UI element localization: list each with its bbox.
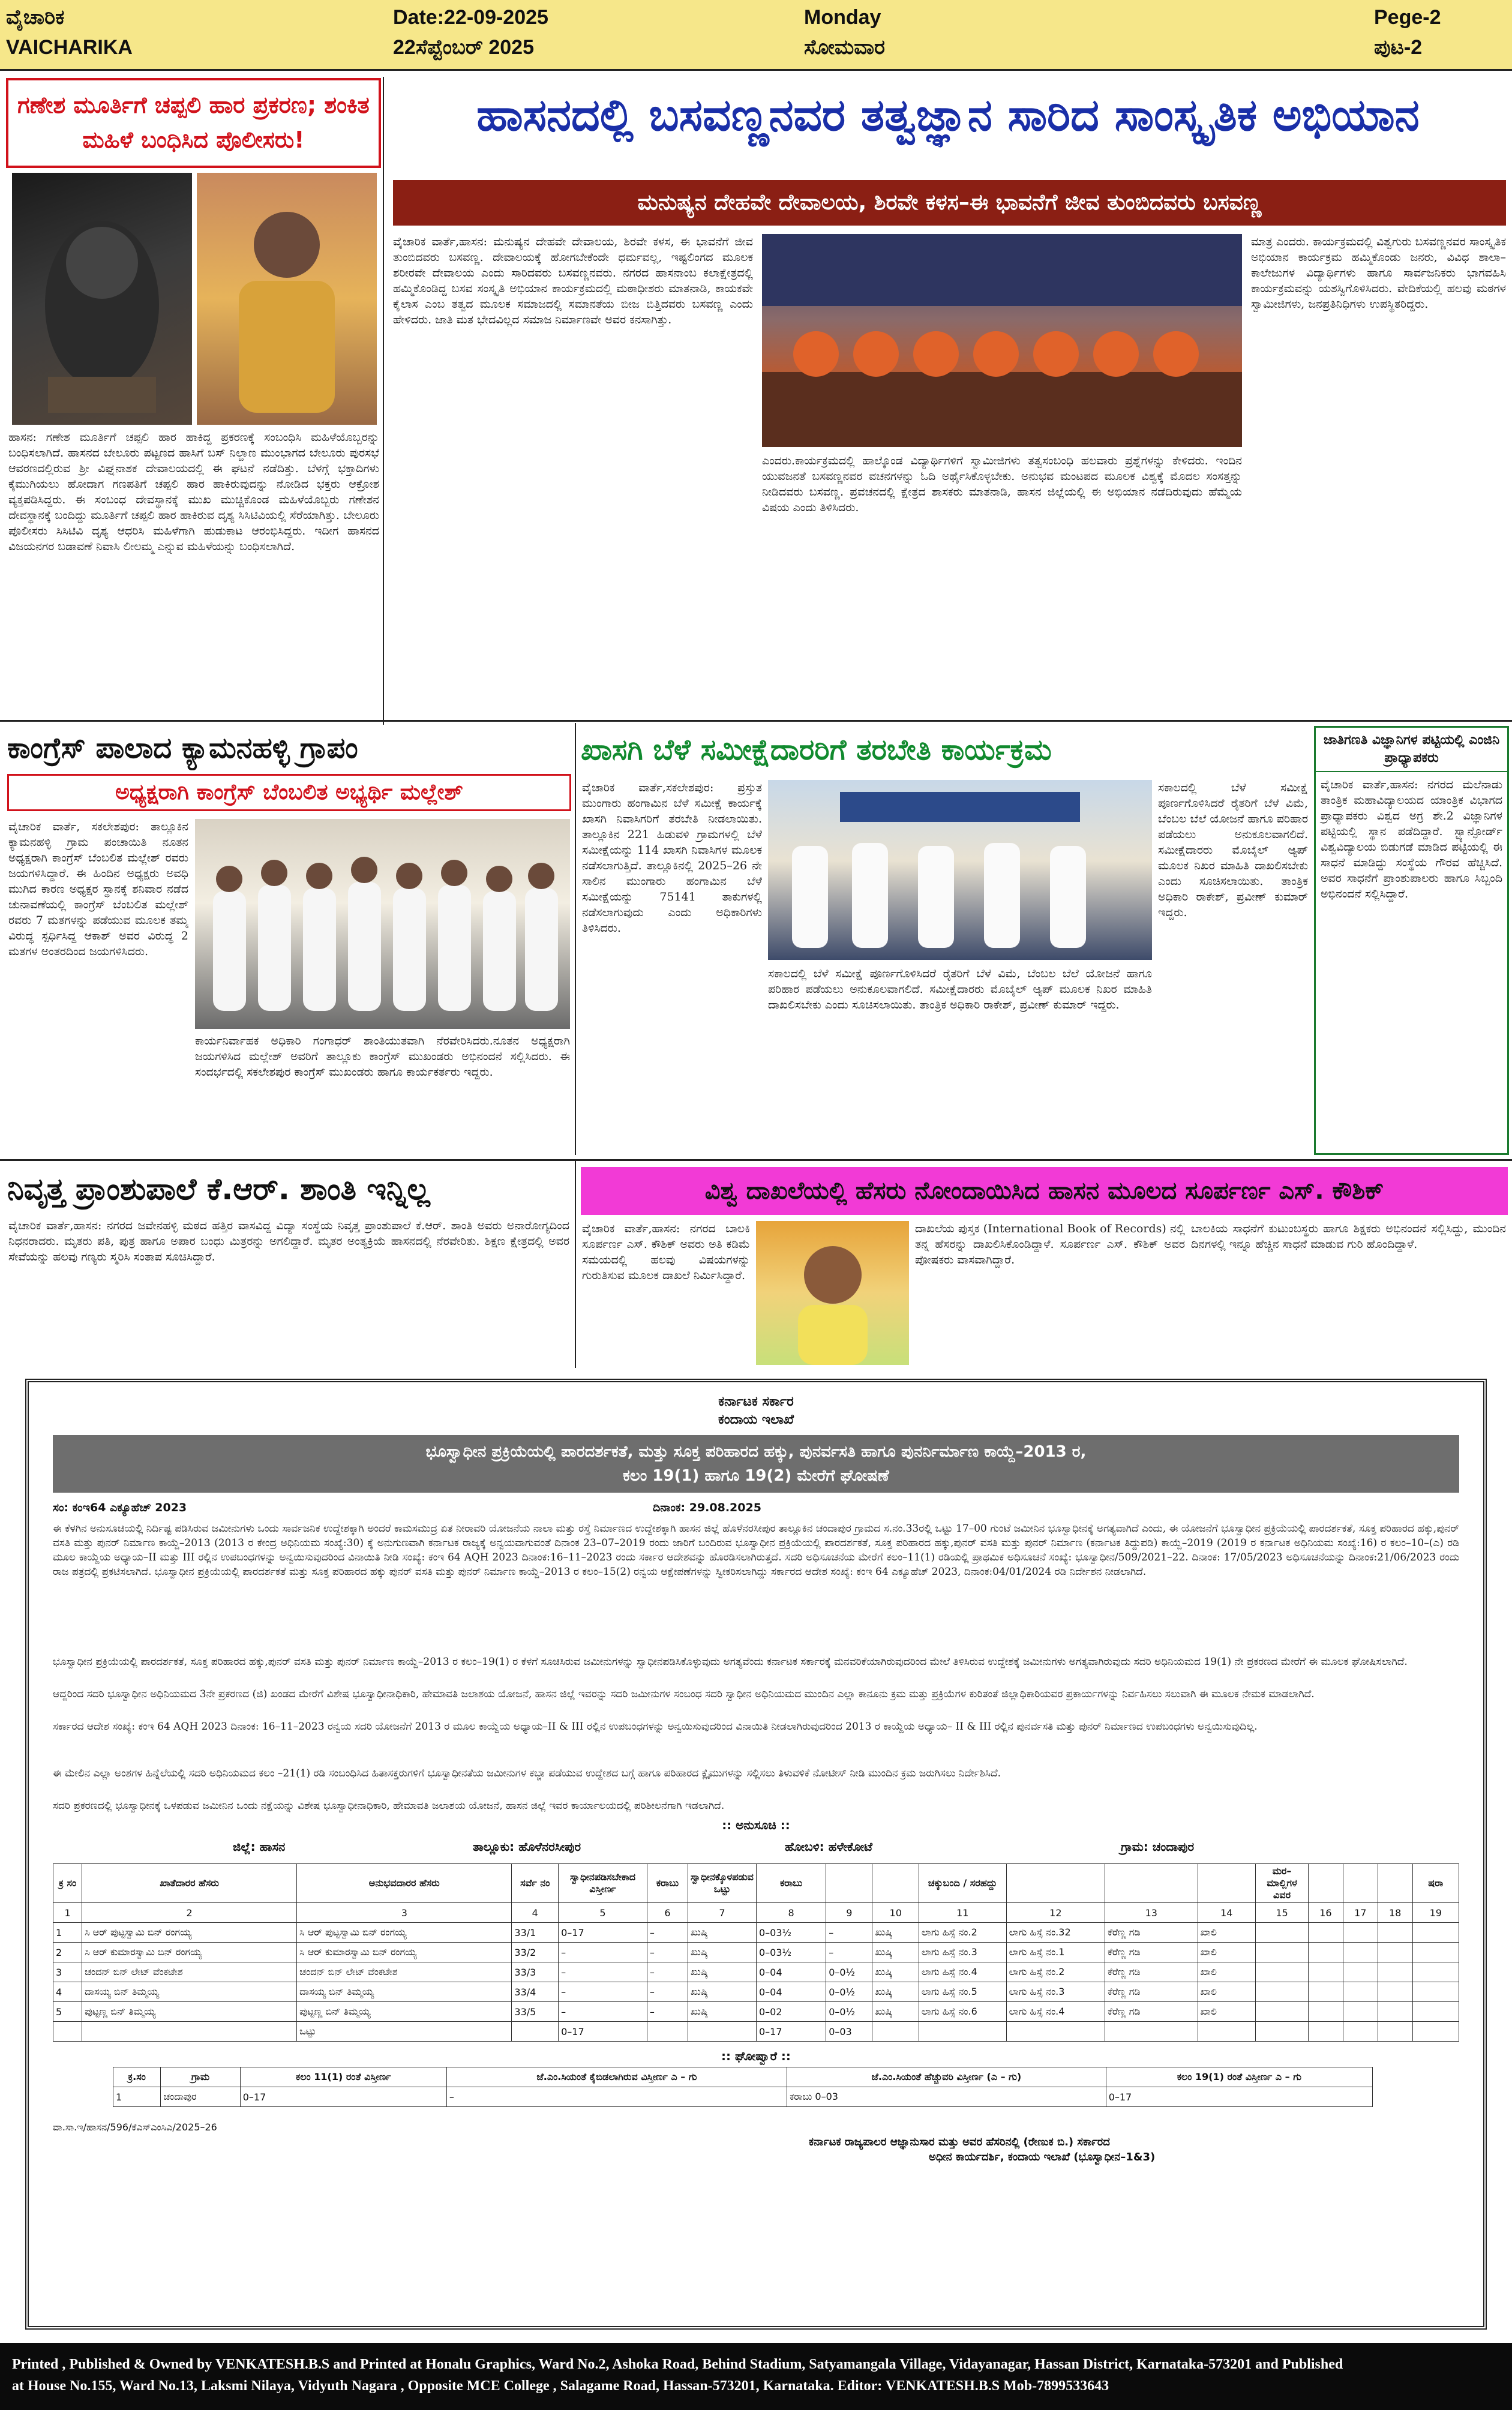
- table-cell: ಖುಷ್ಕಿ: [688, 1982, 757, 2002]
- table-cell: ಖುಷ್ಕಿ: [872, 1962, 919, 1982]
- table-cell: ಕೆರೆಣ್ಣ ಗಡಿ: [1105, 1923, 1198, 1943]
- imprint-line-1: Printed , Published & Owned by VENKATESH.B.S and Printed at Honalu Graphics, Ward No.2, Ashoka Road, Behind Stadium, Satyamangala Village, Vidayanagar, Hassan District, Karnataka-573201 and Published: [12, 2357, 1343, 2372]
- imprint-footer: [0, 2343, 1512, 2410]
- left-story-headline: ಗಣೇಶ ಮೂರ್ತಿಗೆ ಚಪ್ಪಲಿ ಹಾರ ಪ್ರಕರಣ; ಶಂಕಿತ ಮಹಿಳೆ ಬಂಧಿಸಿದ ಪೊಲೀಸರು!: [17, 92, 370, 153]
- table-cell: ಖುಷ್ಕಿ: [872, 2002, 919, 2022]
- column-number: 14: [1198, 1903, 1256, 1923]
- page-number-kannada: ಪುಟ-2: [1374, 36, 1423, 59]
- summary-cell: –: [446, 2087, 787, 2107]
- table-cell: ಲಾಗು ಹಿಸ್ಸೆ ನಂ.5: [919, 1982, 1006, 2002]
- summary-header: ಕಲಂ 11(1) ರಂತೆ ವಿಸ್ತೀರ್ಣ: [240, 2067, 446, 2087]
- column-number: 3: [297, 1903, 512, 1923]
- table-row: [53, 1943, 1459, 1962]
- table-cell: [1412, 1923, 1459, 1943]
- summary-header: ಗ್ರಾಮ: [161, 2067, 241, 2087]
- column-number: 16: [1308, 1903, 1343, 1923]
- table-header: ಸ್ವಾಧೀನಕ್ಕೊಳಪಡುವ ಒಟ್ಟು: [688, 1864, 757, 1903]
- summary-cell: 1: [113, 2087, 161, 2107]
- table-cell: [1105, 2022, 1198, 2042]
- table-cell: 0–04: [756, 1982, 826, 2002]
- table-cell: –: [647, 2002, 688, 2022]
- table-cell: ಲಾಗು ಹಿಸ್ಸೆ ನಂ.2: [919, 1923, 1006, 1943]
- table-cell: 5: [53, 2002, 82, 2022]
- table-cell: [1412, 1962, 1459, 1982]
- table-cell: ಲಾಗು ಹಿಸ್ಸೆ ನಂ.2: [1006, 1962, 1105, 1982]
- table-row: [53, 2022, 1459, 2042]
- table-cell: [53, 2022, 82, 2042]
- schedule-table: [53, 1863, 1459, 2042]
- record-story-body-3: ಬಾಲಕಿಯ ಸಾಧನೆಗೆ ಕುಟುಂಬಸ್ಥರು ಹಾಗೂ ಶಿಕ್ಷಕರು ಅಭಿನಂದನೆ ಸಲ್ಲಿಸಿದ್ದು, ಮುಂದಿನ ದಿನಗಳಲ್ಲಿ ಇನ್ನೂ ಹೆಚ್ಚಿನ ಸಾಧನೆ ಮಾಡುವ ಗುರಿ ಹೊಂದಿದ್ದಾಳೆ.: [1191, 1222, 1506, 1251]
- table-cell: 2: [53, 1943, 82, 1962]
- table-cell: ಲಾಗು ಹಿಸ್ಸೆ ನಂ.4: [1006, 2002, 1105, 2022]
- main-story-headline: ಹಾಸನದಲ್ಲಿ ಬಸವಣ್ಣನವರ ತತ್ವಜ್ಞಾನ ಸಾರಿದ ಸಾಂಸ್ಕೃತಿಕ ಅಭಿಯಾನ: [476, 89, 1420, 141]
- table-cell: [1256, 2002, 1309, 2022]
- table-cell: [1308, 2002, 1343, 2022]
- table-cell: 0–0½: [826, 1982, 872, 2002]
- survey-story-body: ವೈಚಾರಿಕ ವಾರ್ತೆ,ಸಕಲೇಶಪುರ: ಪ್ರಸ್ತುತ ಮುಂಗಾರು ಹಂಗಾಮಿನ ಬೆಳೆ ಸಮೀಕ್ಷೆ ಕಾರ್ಯಕ್ಕೆ ಖಾಸಗಿ ನಿವಾಸಿಗರಿಗೆ ತರಬೇತಿ ನೀಡಲಾಯಿತು. ತಾಲ್ಲೂಕಿನ 221 ಹಿಡುವಳಿ ಗ್ರಾಮಗಳಲ್ಲಿ ಬೆಳೆ ಸಮೀಕ್ಷೆಯನ್ನು 114 ಖಾಸಗಿ ನಿವಾಸಿಗಳ ಮೂಲಕ ನಡೆಸಲಾಗುತ್ತಿದೆ. ತಾಲ್ಲೂಕಿನಲ್ಲಿ 2025–26 ನೇ ಸಾಲಿನ ಮುಂಗಾರು ಹಂಗಾಮಿನ ಬೆಳೆ ಸಮೀಕ್ಷೆಯನ್ನು 75141 ತಾಕುಗಳಲ್ಲಿ ನಡೆಸಲಾಗುವುದು ಎಂದು ಅಧಿಕಾರಿಗಳು ತಿಳಿಸಿದರು.: [582, 781, 762, 935]
- column-number: 17: [1343, 1903, 1378, 1923]
- table-header: [1378, 1864, 1412, 1903]
- table-cell: 33/3: [512, 1962, 559, 1982]
- table-cell: –: [647, 1962, 688, 1982]
- table-cell: [1343, 1923, 1378, 1943]
- table-cell: [1378, 1923, 1412, 1943]
- schedule-label: :: ಅನುಸೂಚಿ ::: [722, 1818, 790, 1832]
- table-cell: 33/2: [512, 1943, 559, 1962]
- table-cell: ಸಿ ಆರ್ ಕುಮಾರಸ್ವಾಮಿ ಬಿನ್ ರಂಗಯ್ಯ: [297, 1943, 512, 1962]
- notice-paragraph-4: ಸರ್ಕಾರದ ಆದೇಶ ಸಂಖ್ಯೆ: ಕಂಇ 64 AQH 2023 ದಿನಾಂಕ: 16–11–2023 ರನ್ವಯ ಸದರಿ ಯೋಜನೆಗೆ 2013 ರ ಮೂಲ ಕಾಯ್ದೆಯ ಅಧ್ಯಾಯ–II & III ರಲ್ಲಿನ ಉಪಬಂಧಗಳನ್ನು ಅನ್ವಯಿಸುವುದರಿಂದ ವಿನಾಯಿತಿ ನೀಡಲಾಗಿರುವುದರಿಂದ 2013 ರ ಕಾಯ್ದೆಯ ಅಧ್ಯಾಯ– II & III ರಲ್ಲಿನ ಪುನರ್ವಸತಿ ಮತ್ತು ಪುನರ್ ನಿರ್ಮಾಣದ ಉಪಬಂಧಗಳು ಅನ್ವಯಿಸುವುದಿಲ್ಲ.: [53, 1721, 1258, 1733]
- table-cell: ಪುಟ್ಟಣ್ಣ ಬಿನ್ ತಿಮ್ಮಯ್ಯ: [297, 2002, 512, 2022]
- notice-title-line-2: ಕಲಂ 19(1) ಹಾಗೂ 19(2) ಮೇರೆಗೆ ಘೋಷಣೆ: [623, 1467, 889, 1485]
- main-story-column-2: ಎಂದರು.ಕಾರ್ಯಕ್ರಮದಲ್ಲಿ ಹಾಲ್ಕೊಂಡ ವಿದ್ಯಾರ್ಥಿಗಳಿಗೆ ಸ್ವಾಮೀಜಿಗಳು ತತ್ವಸಂಬಂಧಿ ಹಲವಾರು ಪ್ರಶ್ನೆಗಳನ್ನು ಕೇಳಿದರು. ಇಂದಿನ ಯುವಜನತೆ ಬಸವಣ್ಣನವರ ವಚನಗಳನ್ನು ಓದಿ ಅರ್ಥೈಸಿಕೊಳ್ಳಬೇಕು. ಅನುಭವ ಮಂಟಪದ ಮೂಲಕ ವಿಶ್ವಕ್ಕೆ ಮೊದಲ ಸಂಸತ್ತನ್ನು ನೀಡಿದವರು ಬಸವಣ್ಣ. ಪ್ರವಚನದಲ್ಲಿ ಕ್ಷೇತ್ರದ ಶಾಸಕರು ಮಾತನಾಡಿ, ಹಾಸನ ಜಿಲ್ಲೆಯಲ್ಲಿ ಈ ಅಭಿಯಾನ ನಡೆದಿರುವುದು ಹೆಮ್ಮೆಯ ವಿಷಯ ಎಂದು ತಿಳಿಸಿದರು.: [762, 454, 1242, 514]
- column-divider: [383, 77, 384, 725]
- summary-cell: ಕರಾಬು 0–03: [787, 2087, 1106, 2107]
- schedule-village: ಗ್ರಾಮ: ಚಂದಾಪುರ: [1121, 1839, 1195, 1854]
- table-cell: [1343, 1943, 1378, 1962]
- summary-header: ಜೆ.ಎಂ.ಸಿಯಂತೆ ಹೆಚ್ಚುವರಿ ವಿಸ್ತೀರ್ಣ (ಎ – ಗು): [787, 2067, 1106, 2087]
- table-cell: ಖುಷ್ಕಿ: [688, 1962, 757, 1982]
- table-cell: [1256, 1943, 1309, 1962]
- imprint-line-2: at House No.155, Ward No.13, Laksmi Nilaya, Vidyuth Nagara , Opposite MCE College , Salagame Road, Hassan-573201, Karnataka. Editor: VENKATESH.B.S Mob-7899533643: [12, 2378, 1109, 2394]
- table-cell: ಲಾಗು ಹಿಸ್ಸೆ ನಂ.3: [919, 1943, 1006, 1962]
- notice-paragraph-6: ಸದರಿ ಪ್ರಕರಣದಲ್ಲಿ ಭೂಸ್ವಾಧೀನಕ್ಕೆ ಒಳಪಡುವ ಜಮೀನಿನ ಒಂದು ನಕ್ಷೆಯನ್ನು ವಿಶೇಷ ಭೂಸ್ವಾಧೀನಾಧಿಕಾರಿ, ಹೇಮಾವತಿ ಜಲಾಶಯ ಯೋಜನೆ, ಹಾಸನ ಜಿಲ್ಲೆ ಇವರ ಕಾರ್ಯಾಲಯದಲ್ಲಿ ಪರಿಶೀಲನೆಗಾಗಿ ಇಡಲಾಗಿದೆ.: [53, 1800, 725, 1812]
- table-cell: ಕೆರೆಣ್ಣ ಗಡಿ: [1105, 2002, 1198, 2022]
- column-number: 7: [688, 1903, 757, 1923]
- table-cell: 0–03: [826, 2022, 872, 2042]
- summary-header-row: [113, 2067, 1373, 2087]
- notice-department: ಕಂದಾಯ ಇಲಾಖೆ: [718, 1412, 794, 1427]
- table-cell: 0–0½: [826, 2002, 872, 2022]
- record-story-body-2: ದಾಖಲೆಯ ಪುಸ್ತಕ (International Book of Records) ನಲ್ಲಿ ತನ್ನ ಹೆಸರನ್ನು ದಾಖಲಿಸಿಕೊಂಡಿದ್ದಾಳೆ. ಸೂರ್ಪರ್ಣ ಎಸ್. ಕೌಶಿಕ್ ಅವರ ಪೋಷಕರು ವಾಸವಾಗಿದ್ದಾರೆ.: [915, 1222, 1185, 1266]
- table-cell: ಖಾಲಿ: [1198, 1982, 1256, 2002]
- table-cell: [919, 2022, 1006, 2042]
- table-cell: [688, 2022, 757, 2042]
- table-header: [872, 1864, 919, 1903]
- column-number: 4: [512, 1903, 559, 1923]
- table-cell: 3: [53, 1962, 82, 1982]
- column-number: 2: [82, 1903, 297, 1923]
- table-cell: [1378, 2022, 1412, 2042]
- table-cell: ಖಾಲಿ: [1198, 1923, 1256, 1943]
- schedule-taluk: ತಾಲ್ಲೂಕು: ಹೊಳೆನರಸೀಪುರ: [473, 1839, 581, 1854]
- scientist-story-box: [1314, 726, 1509, 1155]
- survey-story-body-3: ಸಕಾಲದಲ್ಲಿ ಬೆಳೆ ಸಮೀಕ್ಷೆ ಪೂರ್ಣಗೊಳಿಸಿದರೆ ರೈತರಿಗೆ ಬೆಳೆ ವಿಮೆ, ಬೆಂಬಲ ಬೆಲೆ ಯೋಜನೆ ಹಾಗೂ ಪರಿಹಾರ ಪಡೆಯಲು ಅನುಕೂಲವಾಗಲಿದೆ. ಸಮೀಕ್ಷೆದಾರರು ಮೊಬೈಲ್ ಆ್ಯಪ್ ಮೂಲಕ ನಿಖರ ಮಾಹಿತಿ ದಾಖಲಿಸಬೇಕು ಎಂದು ಸೂಚಿಸಲಾಯಿತು. ತಾಂತ್ರಿಕ ಅಧಿಕಾರಿ ರಾಕೇಶ್, ಪ್ರವೀಣ್ ಕುಮಾರ್ ಇದ್ದರು.: [1158, 781, 1308, 919]
- notice-date: ದಿನಾಂಕ: 29.08.2025: [653, 1501, 761, 1514]
- congress-story-subhead: ಅಧ್ಯಕ್ಷರಾಗಿ ಕಾಂಗ್ರೆಸ್ ಬೆಂಬಲಿತ ಅಭ್ಯರ್ಥಿ ಮಲ್ಲೇಶ್: [7, 774, 571, 811]
- notice-paragraph-5: ಈ ಮೇಲಿನ ಎಲ್ಲಾ ಅಂಶಗಳ ಹಿನ್ನೆಲೆಯಲ್ಲಿ ಸದರಿ ಅಧಿನಿಯಮದ ಕಲಂ –21(1) ರಡಿ ಸಂಬಂಧಿಸಿದ ಹಿತಾಸಕ್ತರುಗಳಿಗೆ ಭೂಸ್ವಾಧೀನತೆಯ ಜಮೀನುಗಳ ಕಬ್ಜಾ ಪಡೆಯುವ ಉದ್ದೇಶದ ಬಗ್ಗೆ ಹಾಗೂ ಪರಿಹಾರದ ಕ್ಲೈಮುಗಳನ್ನು ಸಲ್ಲಿಸಲು ತಿಳುವಳಿಕೆ ನೋಟೀಸ್ ನೀಡಿ ಮುಂದಿನ ಕ್ರಮ ಜರುಗಿಸಲು ನಿರ್ದೇಶಿಸಿದೆ.: [53, 1767, 1001, 1779]
- page-number-english: Pege-2: [1374, 6, 1441, 29]
- congress-story-headline: ಕಾಂಗ್ರೆಸ್ ಪಾಲಾದ ಕ್ಯಾಮನಹಳ್ಳಿ ಗ್ರಾಪಂ: [7, 731, 358, 765]
- table-cell: ಖುಷ್ಕಿ: [688, 1923, 757, 1943]
- table-header: ಅನುಭವದಾರರ ಹೆಸರು: [297, 1864, 512, 1903]
- column-number: 19: [1412, 1903, 1459, 1923]
- schedule-hobli: ಹೋಬಳಿ: ಹಳೇಕೋಟೆ: [785, 1839, 873, 1854]
- woman-image: [197, 173, 377, 425]
- notice-signature-line-2: ಅಧೀನ ಕಾರ್ಯದರ್ಶಿ, ಕಂದಾಯ ಇಲಾಖೆ (ಭೂಸ್ವಾಧೀನ–1&3): [929, 2151, 1156, 2163]
- table-cell: [1308, 2022, 1343, 2042]
- masthead: [0, 0, 1512, 71]
- survey-training-photo: [768, 780, 1152, 960]
- table-cell: ದಾಸಯ್ಯ ಬಿನ್ ತಿಮ್ಮಯ್ಯ: [82, 1982, 297, 2002]
- table-cell: [1343, 2002, 1378, 2022]
- column-number: 12: [1006, 1903, 1105, 1923]
- table-cell: 0–03½: [756, 1943, 826, 1962]
- column-number: 15: [1256, 1903, 1309, 1923]
- table-cell: 0–17: [559, 2022, 647, 2042]
- notice-signature-line-1: ಕರ್ನಾಟಕ ರಾಜ್ಯಪಾಲರ ಆಜ್ಞಾನುಸಾರ ಮತ್ತು ಅವರ ಹೆಸರಿನಲ್ಲಿ (ರೇಣುಕ ಬಿ.) ಸರ್ಕಾರದ: [809, 2136, 1110, 2148]
- schedule-column-number-row: [53, 1903, 1459, 1923]
- table-cell: –: [647, 1943, 688, 1962]
- table-header: ಕ್ರ ಸಂ: [53, 1864, 82, 1903]
- table-cell: [1343, 2022, 1378, 2042]
- table-cell: 0–17: [756, 2022, 826, 2042]
- summary-label: :: ಘೋಷ್ವಾರೆ ::: [721, 2049, 791, 2063]
- group-image: [195, 819, 570, 1029]
- table-header: [1198, 1864, 1256, 1903]
- column-number: 9: [826, 1903, 872, 1923]
- table-cell: [1412, 2002, 1459, 2022]
- table-cell: ಪುಟ್ಟಣ್ಣ ಬಿನ್ ತಿಮ್ಮಯ್ಯ: [82, 2002, 297, 2022]
- day-kannada: ಸೋಮವಾರ: [804, 36, 886, 59]
- ganesha-idol-image: [12, 173, 192, 425]
- table-cell: 33/5: [512, 2002, 559, 2022]
- column-number: 18: [1378, 1903, 1412, 1923]
- schedule-header-row: [53, 1864, 1459, 1903]
- girl-image: [756, 1221, 909, 1365]
- table-cell: ಚಂದನ್ ಬಿನ್ ಲೇಟ್ ವೆಂಕಟೇಶ: [82, 1962, 297, 1982]
- table-cell: ಸಿ ಆರ್ ಪುಟ್ಟಸ್ವಾಮಿ ಬಿನ್ ರಂಗಯ್ಯ: [297, 1923, 512, 1943]
- table-cell: ಒಟ್ಟು: [297, 2022, 512, 2042]
- summary-header: ಕಲಂ 19(1) ರಂತೆ ವಿಸ್ತೀರ್ಣ ಎ – ಗು: [1106, 2067, 1372, 2087]
- notice-reference-number: ಸಂ: ಕಂಇ64 ಎಕ್ಯೂಹೆಚ್ 2023: [53, 1501, 187, 1514]
- date-kannada: 22ಸೆಪ್ಟೆಂಬರ್ 2025: [393, 36, 534, 59]
- table-cell: –: [647, 1923, 688, 1943]
- summary-cell: ಚಂದಾಪುರ: [161, 2087, 241, 2107]
- summary-header: ಕ್ರ.ಸಂ: [113, 2067, 161, 2087]
- table-cell: –: [559, 1943, 647, 1962]
- table-cell: ಖುಷ್ಕಿ: [688, 1943, 757, 1962]
- table-header: ಮರ–ಮಾಲ್ಲಿಗಳ ವಿವರ: [1256, 1864, 1309, 1903]
- column-divider: [575, 723, 576, 1155]
- table-header: ಖಾತೆದಾರರ ಹೆಸರು: [82, 1864, 297, 1903]
- basava-event-stage-photo: [762, 234, 1242, 447]
- table-cell: ಕೆರೆಣ್ಣ ಗಡಿ: [1105, 1943, 1198, 1962]
- table-cell: ಕೆರೆಣ್ಣ ಗಡಿ: [1105, 1962, 1198, 1982]
- stage-image: [762, 234, 1242, 447]
- table-cell: [647, 2022, 688, 2042]
- left-story-body: ಹಾಸನ: ಗಣೇಶ ಮೂರ್ತಿಗೆ ಚಪ್ಪಲಿ ಹಾರ ಹಾಕಿದ್ದ ಪ್ರಕರಣಕ್ಕೆ ಸಂಬಂಧಿಸಿ ಮಹಿಳೆಯೊಬ್ಬರನ್ನು ಬಂಧಿಸಲಾಗಿದೆ. ಹಾಸನದ ಬೇಲೂರು ಪಟ್ಟಣದ ಹಾಸಿಗೆ ಬಸ್ ನಿಲ್ದಾಣ ಮುಂಭಾಗದ ಬೇಲೂರು ಪುರಸಭೆ ಆವರಣದಲ್ಲಿರುವ ಶ್ರೀ ವಿಘ್ನನಾಶಕ ದೇವಾಲಯದಲ್ಲಿ ಈ ಘಟನೆ ನಡೆದಿತ್ತು. ಬೆಳಗ್ಗೆ ಭಕ್ತಾದಿಗಳು ಕೈಮುಗಿಯಲು ಹೋದಾಗ ಗಣಪತಿಗೆ ಚಪ್ಪಲಿ ಹಾರ ಹಾಕಿರುವುದನ್ನು ನೋಡಿದ ಭಕ್ತರು ಆಕ್ರೋಶ ವ್ಯಕ್ತಪಡಿಸಿದ್ದರು. ಈ ಸಂಬಂಧ ದೇವಸ್ಥಾನಕ್ಕೆ ಮುಖ ಮುಚ್ಚಿಕೊಂಡ ಮಹಿಳೆಯೊಬ್ಬರು ಗಣೇಶನ ದೇವಸ್ಥಾನಕ್ಕೆ ಬಂದಿದ್ದು ಮೂರ್ತಿಗೆ ಚಪ್ಪಲಿ ಹಾರ ಹಾಕಿರುವ ದೃಶ್ಯ ಸಿಸಿಟಿವಿಯಲ್ಲಿ ಸೆರೆಯಾಗಿತ್ತು. ಬೇಲೂರು ಪೊಲೀಸರು ಸಿಸಿಟಿವಿ ದೃಶ್ಯ ಆಧರಿಸಿ ಮಹಿಳೆಗಾಗಿ ಹುಡುಕಾಟ ಆರಂಭಿಸಿದ್ದರು. ಇದೀಗ ಹಾಸನದ ವಿಜಯನಗರ ಬಡಾವಣೆ ನಿವಾಸಿ ಲೀಲಮ್ಮ ಎನ್ನುವ ಮಹಿಳೆಯನ್ನು ಬಂಧಿಸಲಾಗಿದೆ.: [8, 431, 379, 553]
- obituary-headline: ನಿವೃತ್ತ ಪ್ರಾಂಶುಪಾಲೆ ಕೆ.ಆರ್. ಶಾಂತಿ ಇನ್ನಿಲ್ಲ: [7, 1172, 430, 1206]
- table-row: [53, 1982, 1459, 2002]
- summary-header: ಜೆ.ಎಂ.ಸಿಯಂತೆ ಕೈಬಿಡಲಾಗಿರುವ ವಿಸ್ತೀರ್ಣ ಎ – ಗು: [446, 2067, 787, 2087]
- notice-government: ಕರ್ನಾಟಕ ಸರ್ಕಾರ: [718, 1394, 794, 1409]
- congress-story-body: ವೈಚಾರಿಕ ವಾರ್ತೆ, ಸಕಲೇಶಪುರ: ತಾಲ್ಲೂಕಿನ ಕ್ಯಾಮನಹಳ್ಳಿ ಗ್ರಾಮ ಪಂಚಾಯಿತಿ ನೂತನ ಅಧ್ಯಕ್ಷರಾಗಿ ಕಾಂಗ್ರೆಸ್ ಬೆಂಬಲಿತ ಮಲ್ಲೇಶ್ ರವರು ಜಯಗಳಿಸಿದ್ದಾರೆ. ಈ ಹಿಂದಿನ ಅಧ್ಯಕ್ಷರು ಅವಧಿ ಮುಗಿದ ಕಾರಣ ಅಧ್ಯಕ್ಷರ ಸ್ಥಾನಕ್ಕೆ ಶನಿವಾರ ನಡೆದ ಚುನಾವಣೆಯಲ್ಲಿ ಕಾಂಗ್ರೆಸ್ ಬೆಂಬಲಿತ ಮಲ್ಲೇಶ್ ರವರು 7 ಮತಗಳನ್ನು ಪಡೆಯುವ ಮೂಲಕ ತಮ್ಮ ವಿರುದ್ಧ ಸ್ಪರ್ಧಿಸಿದ್ದ ಆಕಾಶ್ ಅವರ ವಿರುದ್ಧ 2 ಮತಗಳ ಅಂತರದಿಂದ ಜಯಗಳಿಸಿದರು.: [8, 820, 188, 958]
- column-number: 10: [872, 1903, 919, 1923]
- table-cell: ಲಾಗು ಹಿಸ್ಸೆ ನಂ.1: [1006, 1943, 1105, 1962]
- left-story-headline-box: [6, 78, 381, 168]
- table-header: ಕರಾಬು: [647, 1864, 688, 1903]
- suspect-woman-photo: [197, 173, 377, 425]
- table-cell: –: [647, 1982, 688, 2002]
- table-cell: –: [559, 1962, 647, 1982]
- table-cell: [512, 2022, 559, 2042]
- table-cell: [1198, 2022, 1256, 2042]
- table-cell: [82, 2022, 297, 2042]
- column-number: 13: [1105, 1903, 1198, 1923]
- table-cell: [1308, 1923, 1343, 1943]
- table-cell: ಖುಷ್ಕಿ: [872, 1982, 919, 2002]
- survey-story-body-2: ಸಕಾಲದಲ್ಲಿ ಬೆಳೆ ಸಮೀಕ್ಷೆ ಪೂರ್ಣಗೊಳಿಸಿದರೆ ರೈತರಿಗೆ ಬೆಳೆ ವಿಮೆ, ಬೆಂಬಲ ಬೆಲೆ ಯೋಜನೆ ಹಾಗೂ ಪರಿಹಾರ ಪಡೆಯಲು ಅನುಕೂಲವಾಗಲಿದೆ. ಸಮೀಕ್ಷೆದಾರರು ಮೊಬೈಲ್ ಆ್ಯಪ್ ಮೂಲಕ ನಿಖರ ಮಾಹಿತಿ ದಾಖಲಿಸಬೇಕು ಎಂದು ಸೂಚಿಸಲಾಯಿತು. ತಾಂತ್ರಿಕ ಅಧಿಕಾರಿ ರಾಕೇಶ್, ಪ್ರವೀಣ್ ಕುಮಾರ್ ಇದ್ದರು.: [768, 967, 1152, 1012]
- table-header: ಚಕ್ಕುಬಂದಿ / ಸರಹದ್ದು: [919, 1864, 1006, 1903]
- summary-cell: 0–17: [240, 2087, 446, 2107]
- summary-row: [113, 2087, 1373, 2107]
- table-cell: –: [826, 1923, 872, 1943]
- day-english: Monday: [804, 6, 881, 29]
- table-cell: ಲಾಗು ಹಿಸ್ಸೆ ನಂ.6: [919, 2002, 1006, 2022]
- survey-story-headline: ಖಾಸಗಿ ಬೆಳೆ ಸಮೀಕ್ಷೆದಾರರಿಗೆ ತರಬೇತಿ ಕಾರ್ಯಕ್ರಮ: [581, 733, 1052, 767]
- notice-paragraph-1: ಈ ಕೆಳಗಿನ ಅನುಸೂಚಿಯಲ್ಲಿ ನಿರ್ದಿಷ್ಟ ಪಡಿಸಿರುವ ಜಮೀನುಗಳು ಒಂದು ಸಾರ್ವಜನಿಕ ಉದ್ದೇಶಕ್ಕಾಗಿ ಅಂದರೆ ಕಾಮಸಮುದ್ರ ಏತ ನೀರಾವರಿ ಯೋಜನೆಯ ನಾಲಾ ಮತ್ತು ರಸ್ತೆ ನಿರ್ಮಾಣದ ಉದ್ದೇಶಕ್ಕಾಗಿ ಹಾಸನ ಜಿಲ್ಲೆ ಹೊಳೆನರಸೀಪುರ ತಾಲ್ಲೂಕಿನ ಚಂದಾಪುರ ಗ್ರಾಮದ ಸ.ನಂ.33ರಲ್ಲಿ ಒಟ್ಟು 17–00 ಗುಂಟೆ ಜಮೀನಿನ ಭೂಸ್ವಾಧೀನಕ್ಕೆ ಅಗತ್ಯವಾಗಿದೆ ಎಂದು, ಈ ಯೋಜನೆಗೆ ಭೂಸ್ವಾಧೀನ ಪ್ರಕ್ರಿಯೆಯಲ್ಲಿ ಪಾರದರ್ಶಕತೆ, ಸೂಕ್ತ ಪರಿಹಾರದ ಹಕ್ಕು,ಪುನರ್ ವಸತಿ ಮತ್ತು ಪುನರ್ ನಿರ್ಮಾಣ ಕಾಯ್ದೆ–2013 (2013 ರ ಕೇಂದ್ರ ಅಧಿನಿಯಮ ಸಂಖ್ಯೆ:30) ಕ್ಕೆ ಅನುಗುಣವಾಗಿ ಕರ್ನಾಟಕ ರಾಜ್ಯಕ್ಕೆ ಅನ್ವಯವಾಗುವಂತೆ ದಿನಾಂಕ 23–07–2019 ರಂದು ಜಾರಿಗೆ ಬಂದಿರುವ ಭೂಸ್ವಾಧೀನ ಪ್ರಕ್ರಿಯೆಯಲ್ಲಿ ಪಾರದರ್ಶಕತೆ, ಸೂಕ್ತ ಪರಿಹಾರದ ಹಕ್ಕು,ಪುನರ್ ವಸತಿ ಮತ್ತು ಪುನರ್ ನಿರ್ಮಾಣ (ಕರ್ನಾಟಕ ತಿದ್ದುಪಡಿ) ಕಾಯ್ದೆ–2019 (2019 ರ ಕರ್ನಾಟಕ ಅಧಿನಿಯಮ ಸಂಖ್ಯೆ:16) ರ ಕಲಂ–10–(ಎ) ರಡಿ ಮೂಲ ಕಾಯ್ದೆಯ ಅಧ್ಯಾಯ–II ಮತ್ತು III ರಲ್ಲಿನ ಉಪಬಂಧಗಳನ್ನು ಅನ್ವಯಿಸುವುದರಿಂದ ವಿನಾಯಿತಿ ನೀಡಿ ಸಂಖ್ಯೆ: ಕಂಇ 64 AQH 2023 ದಿನಾಂಕ:16–11–2023 ರಂದು ಸರ್ಕಾರ ಆದೇಶವನ್ನು ಹೊರಡಿಸಲಾಗಿರುತ್ತದೆ. ಸದರಿ ಅಧಿಸೂಚನೆಯ ಮೇರೆಗೆ ಕಲಂ–11(1) ರಡಿಯಲ್ಲಿ ಪ್ರಾಥಮಿಕ ಅಧಿಸೂಚನೆ ಸಂಖ್ಯೆ: ಭೂಸ್ವಾಧೀನ/509/2021–22. ದಿನಾಂಕ: 17/05/2023 ಅಧಿಸೂಚನೆಯನ್ನು ದಿನಾಂಕ:21/06/2023 ರಂದು ರಾಜ ಪತ್ರದಲ್ಲಿ ಪ್ರಕಟಿಸಲಾಗಿದೆ. ಭೂಸ್ವಾಧೀನ ಪ್ರಕ್ರಿಯೆಯಲ್ಲಿ ಪಾರದರ್ಶಕತೆ ಮತ್ತು ಸೂಕ್ತ ಪರಿಹಾರದ ಹಕ್ಕು ಪುನರ್ ವಸತಿ ಮತ್ತು ಪುನರ್ ನಿರ್ಮಾಣ ಕಾಯ್ದೆ–2013 ರ ಕಲಂ–15(2) ರನ್ವಯ ಆಕ್ಷೇಪಣೆಗಳನ್ನು ಸ್ವೀಕರಿಸಲಾಗಿದ್ದು ಸರ್ಕಾರದ ಆದೇಶ ಸಂಖ್ಯೆ: ಕಂಇ 64 ಎಕ್ಯೂಹೆಚ್ 2023, ದಿನಾಂಕ:04/01/2024 ರಡಿ ನಿರ್ದೇಶನ ನೀಡಲಾಗಿದೆ.: [53, 1523, 1459, 1578]
- table-cell: ಲಾಗು ಹಿಸ್ಸೆ ನಂ.4: [919, 1962, 1006, 1982]
- table-header: [826, 1864, 872, 1903]
- table-cell: –: [559, 1982, 647, 2002]
- table-cell: 33/1: [512, 1923, 559, 1943]
- table-cell: 33/4: [512, 1982, 559, 2002]
- table-header: [1308, 1864, 1343, 1903]
- table-cell: [1256, 1962, 1309, 1982]
- schedule-table-body: [53, 1923, 1459, 2042]
- column-number: 1: [53, 1903, 82, 1923]
- table-cell: ಖಾಲಿ: [1198, 1943, 1256, 1962]
- table-cell: [1256, 1982, 1309, 2002]
- table-cell: ಲಾಗು ಹಿಸ್ಸೆ ನಂ.3: [1006, 1982, 1105, 2002]
- notice-paragraph-3: ಆದ್ದರಿಂದ ಸದರಿ ಭೂಸ್ವಾಧೀನ ಅಧಿನಿಯಮದ 3ನೇ ಪ್ರಕರಣದ (ಜಿ) ಖಂಡದ ಮೇರೆಗೆ ವಿಶೇಷ ಭೂಸ್ವಾಧೀನಾಧಿಕಾರಿ, ಹೇಮಾವತಿ ಜಲಾಶಯ ಯೋಜನೆ, ಹಾಸನ ಜಿಲ್ಲೆ ಇವರನ್ನು ಸದರಿ ಜಮೀನುಗಳ ಸಂಬಂಧ ಸದರಿ ಸ್ವಾಧೀನ ಅಧಿನಿಯಮದ ಮುಂದಿನ ಎಲ್ಲಾ ಕಾನೂನು ಕ್ರಮ ಮತ್ತು ಪ್ರಕ್ರಿಯೆಗಳ ಕುರಿತಂತೆ ಜಿಲ್ಲಾಧಿಕಾರಿಯವರ ಪ್ರಕಾರ್ಯಗಳನ್ನು ನಿರ್ವಹಿಸಲು ಸಲುವಾಗಿ ಈ ಮೂಲಕ ನೇಮಕ ಮಾಡಲಾಗಿದೆ.: [53, 1688, 1315, 1700]
- record-story-body: ವೈಚಾರಿಕ ವಾರ್ತೆ,ಹಾಸನ: ನಗರದ ಬಾಲಕಿ ಸೂರ್ಪರ್ಣ ಎಸ್. ಕೌಶಿಕ್ ಅವರು ಅತಿ ಕಡಿಮೆ ಸಮಯದಲ್ಲಿ ಹಲವು ವಿಷಯಗಳನ್ನು ಗುರುತಿಸುವ ಮೂಲಕ ದಾಖಲೆ ನಿರ್ಮಿಸಿದ್ದಾರೆ.: [582, 1222, 750, 1282]
- column-number: 5: [559, 1903, 647, 1923]
- paper-name-kannada: ವೈಚಾರಿಕ: [6, 6, 65, 29]
- table-row: [53, 1962, 1459, 1982]
- table-cell: 0–0½: [826, 1962, 872, 1982]
- table-cell: [1412, 1982, 1459, 2002]
- section-divider: [0, 1159, 1512, 1161]
- scientist-story-headline: ಜಾತಿಗಣತಿ ವಿಜ್ಞಾನಿಗಳ ಪಟ್ಟಿಯಲ್ಲಿ ಎಂಜಿನಿ ಪ್ರಾಧ್ಯಾಪಕರು: [1316, 728, 1507, 772]
- table-cell: 1: [53, 1923, 82, 1943]
- obituary-body: ವೈಚಾರಿಕ ವಾರ್ತೆ,ಹಾಸನ: ನಗರದ ಜವೇನಹಳ್ಳಿ ಮಠದ ಹತ್ತಿರ ವಾಸವಿದ್ದ ವಿದ್ಯಾ ಸಂಸ್ಥೆಯ ನಿವೃತ್ತ ಪ್ರಾಂಶುಪಾಲೆ ಕೆ.ಆರ್. ಶಾಂತಿ ಅವರು ಅನಾರೋಗ್ಯದಿಂದ ನಿಧನರಾದರು. ಮೃತರು ಪತಿ, ಪುತ್ರ ಹಾಗೂ ಅಪಾರ ಬಂಧು ಮಿತ್ರರನ್ನು ಅಗಲಿದ್ದಾರೆ. ಮೃತರ ಅಂತ್ಯಕ್ರಿಯೆ ಹಾಸನದಲ್ಲಿ ನೆರವೇರಿತು. ಶಿಕ್ಷಣ ಕ್ಷೇತ್ರದಲ್ಲಿ ಅವರ ಸೇವೆಯನ್ನು ಹಲವು ಗಣ್ಯರು ಸ್ಮರಿಸಿ ಸಂತಾಪ ಸೂಚಿಸಿದ್ದಾರೆ.: [8, 1219, 569, 1263]
- table-cell: [1308, 1982, 1343, 2002]
- table-header: ಷರಾ: [1412, 1864, 1459, 1903]
- table-cell: ಖುಷ್ಕಿ: [872, 1943, 919, 1962]
- congress-group-photo: [195, 819, 570, 1029]
- scientist-story-body: ವೈಚಾರಿಕ ವಾರ್ತೆ,ಹಾಸನ: ನಗರದ ಮಲೆನಾಡು ತಾಂತ್ರಿಕ ಮಹಾವಿದ್ಯಾಲಯದ ಯಾಂತ್ರಿಕ ವಿಭಾಗದ ಪ್ರಾಧ್ಯಾಪಕರು ವಿಶ್ವದ ಅಗ್ರ ಶೇ.2 ವಿಜ್ಞಾನಿಗಳ ಪಟ್ಟಿಯಲ್ಲಿ ಸ್ಥಾನ ಪಡೆದಿದ್ದಾರೆ. ಸ್ಟ್ಯಾನ್ಫೋರ್ಡ್ ವಿಶ್ವವಿದ್ಯಾಲಯ ಬಿಡುಗಡೆ ಮಾಡಿದ ಪಟ್ಟಿಯಲ್ಲಿ ಈ ಸಾಧನೆ ಮಾಡಿದ್ದು ಸಂಸ್ಥೆಯ ಗೌರವ ಹೆಚ್ಚಿಸಿದೆ. ಅವರ ಸಾಧನೆಗೆ ಪ್ರಾಂಶುಪಾಲರು ಹಾಗೂ ಸಿಬ್ಬಂದಿ ಅಭಿನಂದನೆ ಸಲ್ಲಿಸಿದ್ದಾರೆ.: [1321, 778, 1502, 901]
- table-cell: ಖಾಲಿ: [1198, 1962, 1256, 1982]
- main-story-subhead: ಮನುಷ್ಯನ ದೇಹವೇ ದೇವಾಲಯ, ಶಿರವೇ ಕಳಸ–ಈ ಭಾವನೆಗೆ ಜೀವ ತುಂಬಿದವರು ಬಸವಣ್ಣ: [393, 180, 1506, 226]
- table-header: ಸರ್ವೆ ನಂ: [512, 1864, 559, 1903]
- table-cell: 0–04: [756, 1962, 826, 1982]
- column-number: 11: [919, 1903, 1006, 1923]
- summary-cell: 0–17: [1106, 2087, 1372, 2107]
- summary-table: [113, 2067, 1373, 2107]
- table-row: [53, 2002, 1459, 2022]
- table-cell: ಲಾಗು ಹಿಸ್ಸೆ ನಂ.32: [1006, 1923, 1105, 1943]
- government-notice: [25, 1379, 1487, 2330]
- notice-paragraph-2: ಭೂಸ್ವಾಧೀನ ಪ್ರಕ್ರಿಯೆಯಲ್ಲಿ ಪಾರದರ್ಶಕತೆ, ಸೂಕ್ತ ಪರಿಹಾರದ ಹಕ್ಕು,ಪುನರ್ ವಸತಿ ಮತ್ತು ಪುನರ್ ನಿರ್ಮಾಣ ಕಾಯ್ದೆ–2013 ರ ಕಲಂ–19(1) ರ ಕೆಳಗೆ ಸೂಚಿಸಿರುವ ಜಮೀನುಗಳನ್ನು ಸ್ವಾಧೀನಪಡಿಸಿಕೊಳ್ಳುವುದು ಅಗತ್ಯವೆಂದು ಕರ್ನಾಟಕ ಸರ್ಕಾರಕ್ಕೆ ಮನವರಿಕೆಯಾಗಿರುವುದರಿಂದ ಮೇಲೆ ತಿಳಿಸಿರುವ ಉದ್ದೇಶಕ್ಕೆ ಜಮೀನುಗಳು ಅಗತ್ಯವಾಗಿರುವುದು ಸದರಿ ಅಧಿನಿಯಮದ 19(1) ನೇ ಪ್ರಕರಣದ ಮೇರೆಗೆ ಈ ಮೂಲಕ ಘೋಷಿಸಲಾಗಿದೆ.: [53, 1656, 1408, 1668]
- table-cell: ಸಿ ಆರ್ ಕುಮಾರಸ್ವಾಮಿ ಬಿನ್ ರಂಗಯ್ಯ: [82, 1943, 297, 1962]
- table-cell: [1308, 1943, 1343, 1962]
- section-divider: [0, 720, 1512, 722]
- table-header: ಕರಾಬು: [756, 1864, 826, 1903]
- column-divider: [575, 1161, 576, 1368]
- table-cell: ಕೆರೆಣ್ಣ ಗಡಿ: [1105, 1982, 1198, 2002]
- schedule-district: ಜಿಲ್ಲೆ: ಹಾಸನ: [233, 1839, 286, 1854]
- table-cell: [1378, 1962, 1412, 1982]
- table-cell: [1412, 1943, 1459, 1962]
- record-story-headline: ವಿಶ್ವ ದಾಖಲೆಯಲ್ಲಿ ಹೆಸರು ನೋಂದಾಯಿಸಿದ ಹಾಸನ ಮೂಲದ ಸೂರ್ಪರ್ಣ ಎಸ್. ಕೌಶಿಕ್: [581, 1167, 1508, 1215]
- table-cell: [1256, 2022, 1309, 2042]
- table-cell: [1256, 1923, 1309, 1943]
- table-cell: ಚಂದನ್ ಬಿನ್ ಲೇಟ್ ವೆಂಕಟೇಶ: [297, 1962, 512, 1982]
- main-story-column-3: ಮಾತ್ರ ಎಂದರು. ಕಾರ್ಯಕ್ರಮದಲ್ಲಿ ವಿಶ್ವಗುರು ಬಸವಣ್ಣನವರ ಸಾಂಸ್ಕೃತಿಕ ಅಭಿಯಾನ ಕಾರ್ಯಕ್ರಮ ಹಮ್ಮಿಕೊಂಡು ಜನರು, ವಿವಿಧ ಶಾಲಾ–ಕಾಲೇಜುಗಳ ವಿದ್ಯಾರ್ಥಿಗಳು ಹಾಗೂ ಸಾರ್ವಜನಿಕರು ಭಾಗವಹಿಸಿ ಕಾರ್ಯಕ್ರಮವನ್ನು ಯಶಸ್ವಿಗೊಳಿಸಿದರು. ವೇದಿಕೆಯಲ್ಲಿ ಹಲವು ಮಠಗಳ ಸ್ವಾಮೀಜಿಗಳು, ಜನಪ್ರತಿನಿಧಿಗಳು ಉಪಸ್ಥಿತರಿದ್ದರು.: [1251, 235, 1506, 311]
- table-cell: –: [559, 2002, 647, 2022]
- table-cell: [1412, 2022, 1459, 2042]
- table-cell: [872, 2022, 919, 2042]
- table-cell: [1006, 2022, 1105, 2042]
- table-cell: 0–17: [559, 1923, 647, 1943]
- table-header: [1006, 1864, 1105, 1903]
- table-cell: 0–03½: [756, 1923, 826, 1943]
- table-cell: ಸಿ ಆರ್ ಪುಟ್ಟಸ್ವಾಮಿ ಬಿನ್ ರಂಗಯ್ಯ: [82, 1923, 297, 1943]
- table-cell: ಖಾಲಿ: [1198, 2002, 1256, 2022]
- main-story-column-1: ವೈಚಾರಿಕ ವಾರ್ತೆ,ಹಾಸನ: ಮನುಷ್ಯನ ದೇಹವೇ ದೇವಾಲಯ, ಶಿರವೇ ಕಳಸ, ಈ ಭಾವನೆಗೆ ಜೀವ ತುಂಬಿದವರು ಬಸವಣ್ಣ. ದೇವಾಲಯಕ್ಕೆ ಹೋಗಬೇಕೆಂದೇ ಧರ್ಮವಲ್ಲ, ಇಷ್ಟಲಿಂಗದ ಮೂಲಕ ಶರೀರವೇ ದೇವಾಲಯ ಎಂದು ಸಾರಿದವರು ಬಸವಣ್ಣನವರು. ನಗರದ ಹಾಸನಾಂಬ ಕಲಾಕ್ಷೇತ್ರದಲ್ಲಿ ಹಮ್ಮಿಕೊಂಡಿದ್ದ ಬಸವ ಸಂಸ್ಕೃತಿ ಅಭಿಯಾನ ಕಾರ್ಯಕ್ರಮದಲ್ಲಿ ಮಠಾಧೀಶರು ಮಾತನಾಡಿ, ಕಾಯಕವೇ ಕೈಲಾಸ ಎಂಬ ತತ್ವದ ಮೂಲಕ ಸಮಾಜದಲ್ಲಿ ಸಮಾನತೆಯ ಬೀಜ ಬಿತ್ತಿದವರು ಬಸವಣ್ಣ ಎಂದು ಹೇಳಿದರು. ಜಾತಿ ಮತ ಭೇದವಿಲ್ಲದ ಸಮಾಜ ನಿರ್ಮಾಣವೇ ಅವರ ಕನಸಾಗಿತ್ತು.: [393, 235, 753, 326]
- table-cell: [1308, 1962, 1343, 1982]
- table-cell: ಖುಷ್ಕಿ: [688, 2002, 757, 2022]
- table-cell: [1343, 1982, 1378, 2002]
- date-english: Date:22-09-2025: [393, 6, 548, 29]
- table-row: [53, 1923, 1459, 1943]
- ganesha-idol-photo: [12, 173, 192, 425]
- notice-title-line-1: ಭೂಸ್ವಾಧೀನ ಪ್ರಕ್ರಿಯೆಯಲ್ಲಿ ಪಾರದರ್ಶಕತೆ, ಮತ್ತು ಸೂಕ್ತ ಪರಿಹಾರದ ಹಕ್ಕು, ಪುನರ್ವಸತಿ ಹಾಗೂ ಪುನರ್ನಿರ್ಮಾಣ ಕಾಯ್ದೆ–2013 ರ,: [425, 1443, 1087, 1461]
- training-image: [768, 780, 1152, 960]
- table-cell: [1378, 1943, 1412, 1962]
- table-cell: [1378, 1982, 1412, 2002]
- table-cell: –: [826, 1943, 872, 1962]
- table-cell: [1343, 1962, 1378, 1982]
- table-header: [1105, 1864, 1198, 1903]
- column-number: 6: [647, 1903, 688, 1923]
- girl-photo: [756, 1221, 909, 1365]
- table-cell: 0–02: [756, 2002, 826, 2022]
- table-header: [1343, 1864, 1378, 1903]
- column-number: 8: [756, 1903, 826, 1923]
- table-cell: ಖುಷ್ಕಿ: [872, 1923, 919, 1943]
- table-cell: [1378, 2002, 1412, 2022]
- congress-story-body-2: ಕಾರ್ಯನಿರ್ವಾಹಕ ಅಧಿಕಾರಿ ಗಂಗಾಧರ್ ಶಾಂತಿಯುತವಾಗಿ ನೆರವೇರಿಸಿದರು.ನೂತನ ಅಧ್ಯಕ್ಷರಾಗಿ ಜಯಗಳಿಸಿದ ಮಲ್ಲೇಶ್ ಅವರಿಗೆ ತಾಲ್ಲೂಕು ಕಾಂಗ್ರೆಸ್ ಮುಖಂಡರು ಅಭಿನಂದನೆ ಸಲ್ಲಿಸಿದರು. ಈ ಸಂದರ್ಭದಲ್ಲಿ ಸಕಲೇಶಪುರ ಕಾಂಗ್ರೆಸ್ ಮುಖಂಡರು ಹಾಗೂ ಕಾರ್ಯಕರ್ತರು ಇದ್ದರು.: [195, 1034, 570, 1079]
- paper-name-english: VAICHARIKA: [6, 36, 133, 59]
- table-cell: 4: [53, 1982, 82, 2002]
- table-cell: ದಾಸಯ್ಯ ಬಿನ್ ತಿಮ್ಮಯ್ಯ: [297, 1982, 512, 2002]
- notice-footer-reference: ವಾ.ಸಾ.ಇ/ಹಾಸನ/596/ಕೆಎಸ್ಎಂಸಿಎ/2025–26: [53, 2121, 217, 2133]
- table-header: ಸ್ವಾಧೀನಪಡಿಸಬೇಕಾದ ವಿಸ್ತೀರ್ಣ: [559, 1864, 647, 1903]
